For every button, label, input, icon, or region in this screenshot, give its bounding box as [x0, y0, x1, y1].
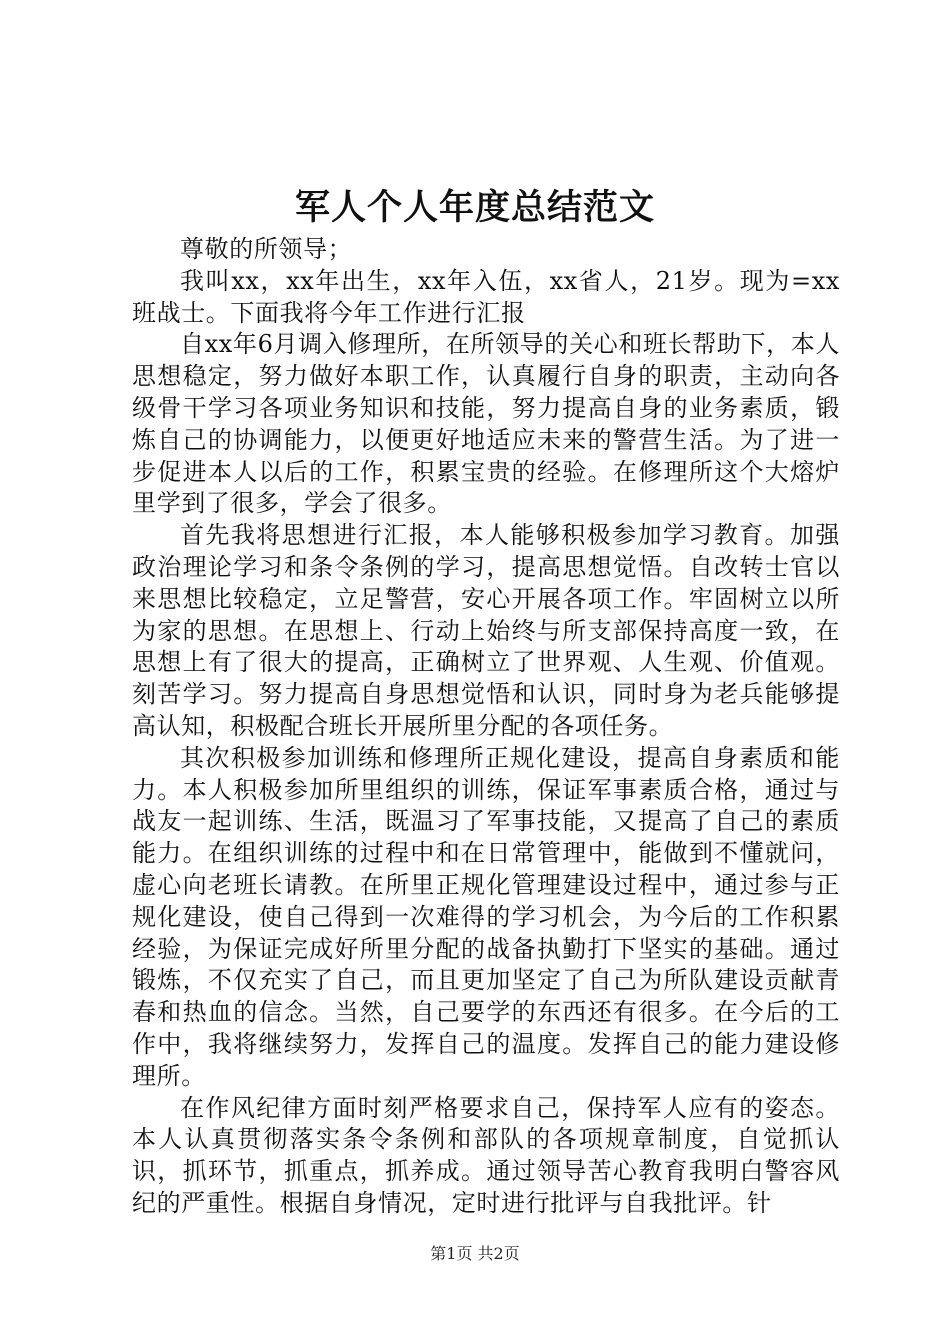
document-body — [132, 234, 840, 1220]
page-number-footer: 第1页 共2页 — [430, 1244, 520, 1263]
paragraph-salutation: 尊敬的所领导； — [180, 235, 353, 263]
paragraph-introduction: 我叫xx，xx年出生，xx年入伍，xx省人，21岁。现为=xx班战士。下面我将今年工作进行汇报 — [132, 266, 840, 327]
paragraph-discipline: 在作风纪律方面时刻严格要求自己，保持军人应有的姿态。本人认真贯彻落实条令条例和部队的各项规章制度，自觉抓认识，抓环节，抓重点，抓养成。通过领导苦心教育我明白警容风纪的严重性。根据自身情况，定时进行批评与自我批评。针 — [132, 1093, 840, 1217]
document-title: 军人个人年度总结范文 — [294, 187, 655, 228]
paragraph-transfer: 自xx年6月调入修理所，在所领导的关心和班长帮助下，本人思想稳定，努力做好本职工作，认真履行自身的职责，主动向各级骨干学习各项业务知识和技能，努力提高自身的业务素质，锻炼自己的协调能力，以便更好地适应未来的警营生活。为了进一步促进本人以后的工作，积累宝贵的经验。在修理所这个大熔炉里学到了很多，学会了很多。 — [132, 330, 840, 518]
paragraph-training: 其次积极参加训练和修理所正规化建设，提高自身素质和能力。本人积极参加所里组织的训练，保证军事素质合格，通过与战友一起训练、生活，既温习了军事技能，又提高了自己的素质能力。在组织训练的过程中和在日常管理中，能做到不懂就问，虚心向老班长请教。在所里正规化管理建设过程中，通过参与正规化建设，使自己得到一次难得的学习机会，为今后的工作积累经验，为保证完成好所里分配的战备执勤打下坚实的基础。通过锻炼，不仅充实了自己，而且更加坚定了自己为所队建设贡献青春和热血的信念。当然，自己要学的东西还有很多。在今后的工作中，我将继续努力，发挥自己的温度。发挥自己的能力建设修理所。 — [132, 743, 840, 1090]
paragraph-thought-report: 首先我将思想进行汇报，本人能够积极参加学习教育。加强政治理论学习和条令条例的学习，提高思想觉悟。自改转士官以来思想比较稳定，立足警营，安心开展各项工作。牢固树立以所为家的思想。在思想上、行动上始终与所支部保持高度一致，在思想上有了很大的提高，正确树立了世界观、人生观、价值观。刻苦学习。努力提高自身思想觉悟和认识，同时身为老兵能够提高认知，积极配合班长开展所里分配的各项任务。 — [132, 521, 840, 740]
